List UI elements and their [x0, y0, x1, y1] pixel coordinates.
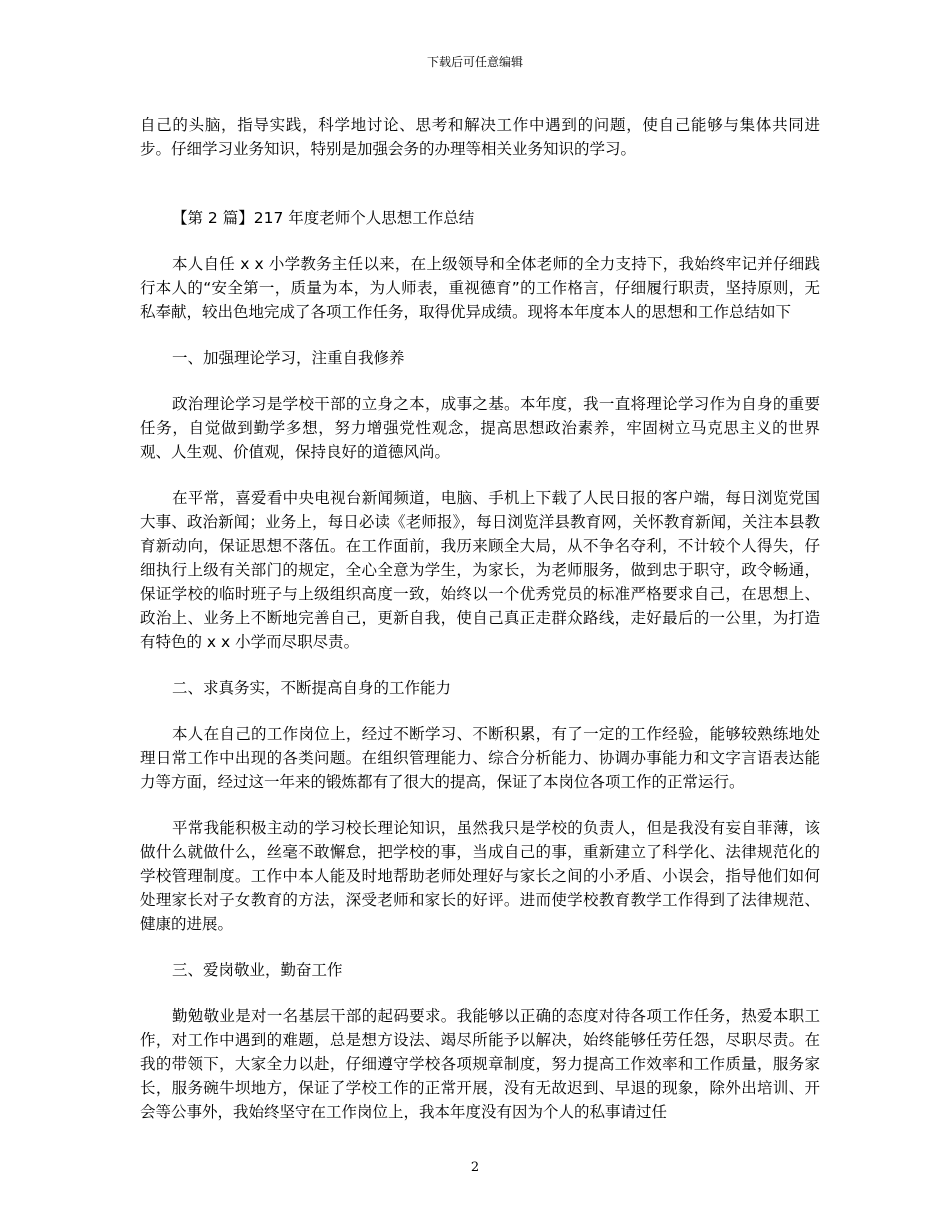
paragraph: 勤勉敬业是对一名基层干部的起码要求。我能够以正确的态度对待各项工作任务，热爱本职工作，对工作中遇到的难题，总是想方设法、竭尽所能予以解决，始终能够任劳任怨，尽职尽责。在我的带领下，大家全力以赴，仔细遵守学校各项规章制度，努力提高工作效率和工作质量，服务家长，服务碗牛坝地方，保证了学校工作的正常开展，没有无故迟到、早退的现象，除外出培训、开会等公事外，我始终坚守在工作岗位上，我本年度没有因为个人的私事请过任 — [140, 1007, 820, 1121]
paragraph: 政治理论学习是学校干部的立身之本，成事之基。本年度，我一直将理论学习作为自身的重要任务，自觉做到勤学多想，努力增强党性观念，提高思想政治素养，牢固树立马克思主义的世界观、人生观、价值观，保持良好的道德风尚。 — [140, 395, 820, 461]
heading-1: 一、加强理论学习，注重自我修养 — [172, 349, 405, 367]
heading-2: 二、求真务实，不断提高自身的工作能力 — [172, 679, 452, 697]
page-number: 2 — [470, 1160, 480, 1175]
paragraph: 本人自任 x x 小学教务主任以来，在上级领导和全体老师的全力支持下，我始终牢记并仔细践行本人的“安全第一，质量为本，为人师表，重视德育”的工作格言，仔细履行职责，坚持原则，无私奉献，较出色地完成了各项工作任务，取得优异成绩。现将本年度本人的思想和工作总结如下 — [140, 255, 820, 321]
paragraph: 在平常，喜爱看中央电视台新闻频道，电脑、手机上下载了人民日报的客户端，每日浏览党国大事、政治新闻；业务上，每日必读《老师报》，每日浏览洋县教育网，关怀教育新闻，关注本县教育新动向，保证思想不落伍。在工作面前，我历来顾全大局，从不争名夺利，不计较个人得失，仔细执行上级有关部门的规定，全心全意为学生，为家长，为老师服务，做到忠于职守，政令畅通，保证学校的临时班子与上级组织高度一致，始终以一个优秀党员的标准严格要求自己，在思想上、政治上、业务上不断地完善自己，更新自我，使自己真正走群众路线，走好最后的一公里，为打造有特色的 x x 小学而尽职尽责。 — [140, 489, 820, 651]
section-title: 【第 2 篇】217 年度老师个人思想工作总结 — [172, 209, 475, 227]
paragraph: 平常我能积极主动的学习校长理论知识，虽然我只是学校的负责人，但是我没有妄自菲薄，该做什么就做什么，丝毫不敢懈怠，把学校的事，当成自己的事，重新建立了科学化、法律规范化的学校管理制度。工作中本人能及时地帮助老师处理好与家长之间的小矛盾、小误会，指导他们如何处理家长对子女教育的方法，深受老师和家长的好评。进而使学校教育教学工作得到了法律规范、健康的进展。 — [140, 819, 820, 933]
document-body — [140, 113, 820, 1124]
heading-3: 三、爱岗敬业，勤奋工作 — [172, 961, 343, 979]
paragraph-continued: 自己的头脑，指导实践，科学地讨论、思考和解决工作中遇到的问题，使自己能够与集体共同进步。仔细学习业务知识，特别是加强会务的办理等相关业务知识的学习。 — [140, 116, 820, 158]
page-header: 下载后可任意编辑 — [426, 55, 523, 69]
paragraph: 本人在自己的工作岗位上，经过不断学习、不断积累，有了一定的工作经验，能够较熟练地处理日常工作中出现的各类问题。在组织管理能力、综合分析能力、协调办事能力和文字言语表达能力等方面，经过这一年来的锻炼都有了很大的提高，保证了本岗位各项工作的正常运行。 — [140, 725, 820, 791]
